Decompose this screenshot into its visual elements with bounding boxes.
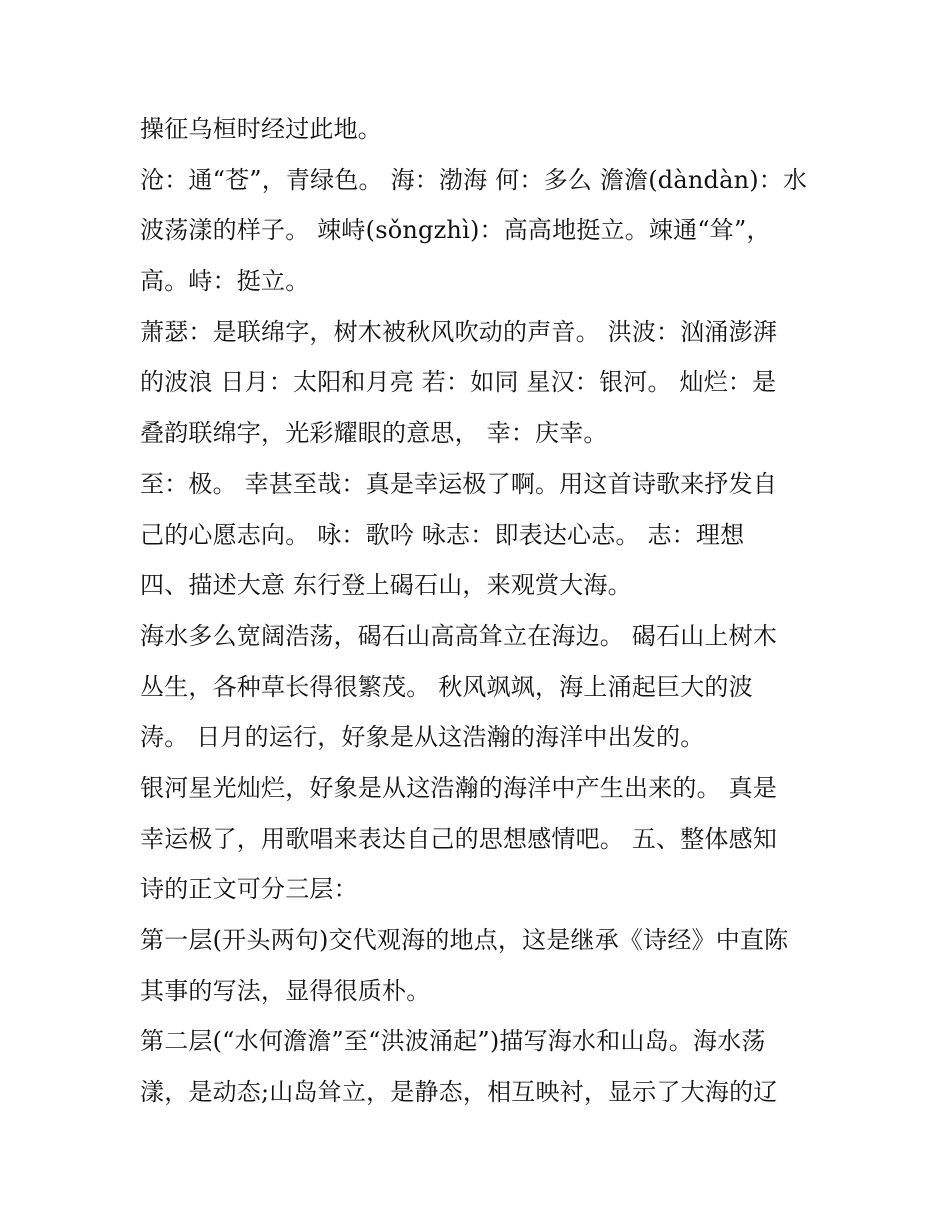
- text-line: 的波浪 日月：太阳和月亮 若：如同 星汉：银河。 灿烂：是: [140, 368, 777, 397]
- text-line: 波荡漾的样子。 竦峙(sǒngzhì)：高高地挺立。竦通“耸”，: [140, 216, 771, 245]
- text-line: 银河星光灿烂，好象是从这浩瀚的海洋中产生出来的。 真是: [140, 773, 778, 802]
- text-line: 至：极。 幸甚至哉：真是幸运极了啊。用这首诗歌来抒发自: [140, 469, 778, 498]
- text-line: 海水多么宽阔浩荡，碣石山高高耸立在海边。 碣石山上树木: [140, 621, 778, 650]
- text-line: 涛。 日月的运行，好象是从这浩瀚的海洋中出发的。: [140, 723, 705, 752]
- document-body: [140, 104, 820, 1118]
- text-line: 四、描述大意 东行登上碣石山，来观赏大海。: [140, 571, 632, 600]
- text-line: 诗的正文可分三层：: [140, 875, 358, 904]
- text-line: 第二层(“水何澹澹”至“洪波涌起”)描写海水和山岛。海水荡: [140, 1027, 766, 1056]
- text-line: 己的心愿志向。 咏：歌吟 咏志：即表达心志。 志：理想: [140, 520, 745, 549]
- text-line: 丛生，各种草长得很繁茂。 秋风飒飒，海上涌起巨大的波: [140, 672, 753, 701]
- text-line: 高。峙：挺立。: [140, 267, 310, 296]
- text-line: 操征乌桓时经过此地。: [140, 115, 382, 143]
- text-line: 幸运极了，用歌唱来表达自己的思想感情吧。 五、整体感知: [140, 824, 778, 853]
- text-line: 萧瑟：是联绵字，树木被秋风吹动的声音。 洪波：汹涌澎湃: [140, 317, 778, 346]
- text-line: 叠韵联绵字，光彩耀眼的意思， 幸：庆幸。: [140, 419, 608, 448]
- text-line: 沧：通“苍”，青绿色。 海：渤海 何：多么 澹澹(dàndàn)：水: [140, 165, 808, 194]
- text-line: 漾，是动态;山岛耸立，是静态，相互映衬，显示了大海的辽: [140, 1078, 778, 1107]
- text-line: 其事的写法，显得很质朴。: [140, 976, 431, 1005]
- text-line: 第一层(开头两句)交代观海的地点，这是继承《诗经》中直陈: [140, 926, 789, 954]
